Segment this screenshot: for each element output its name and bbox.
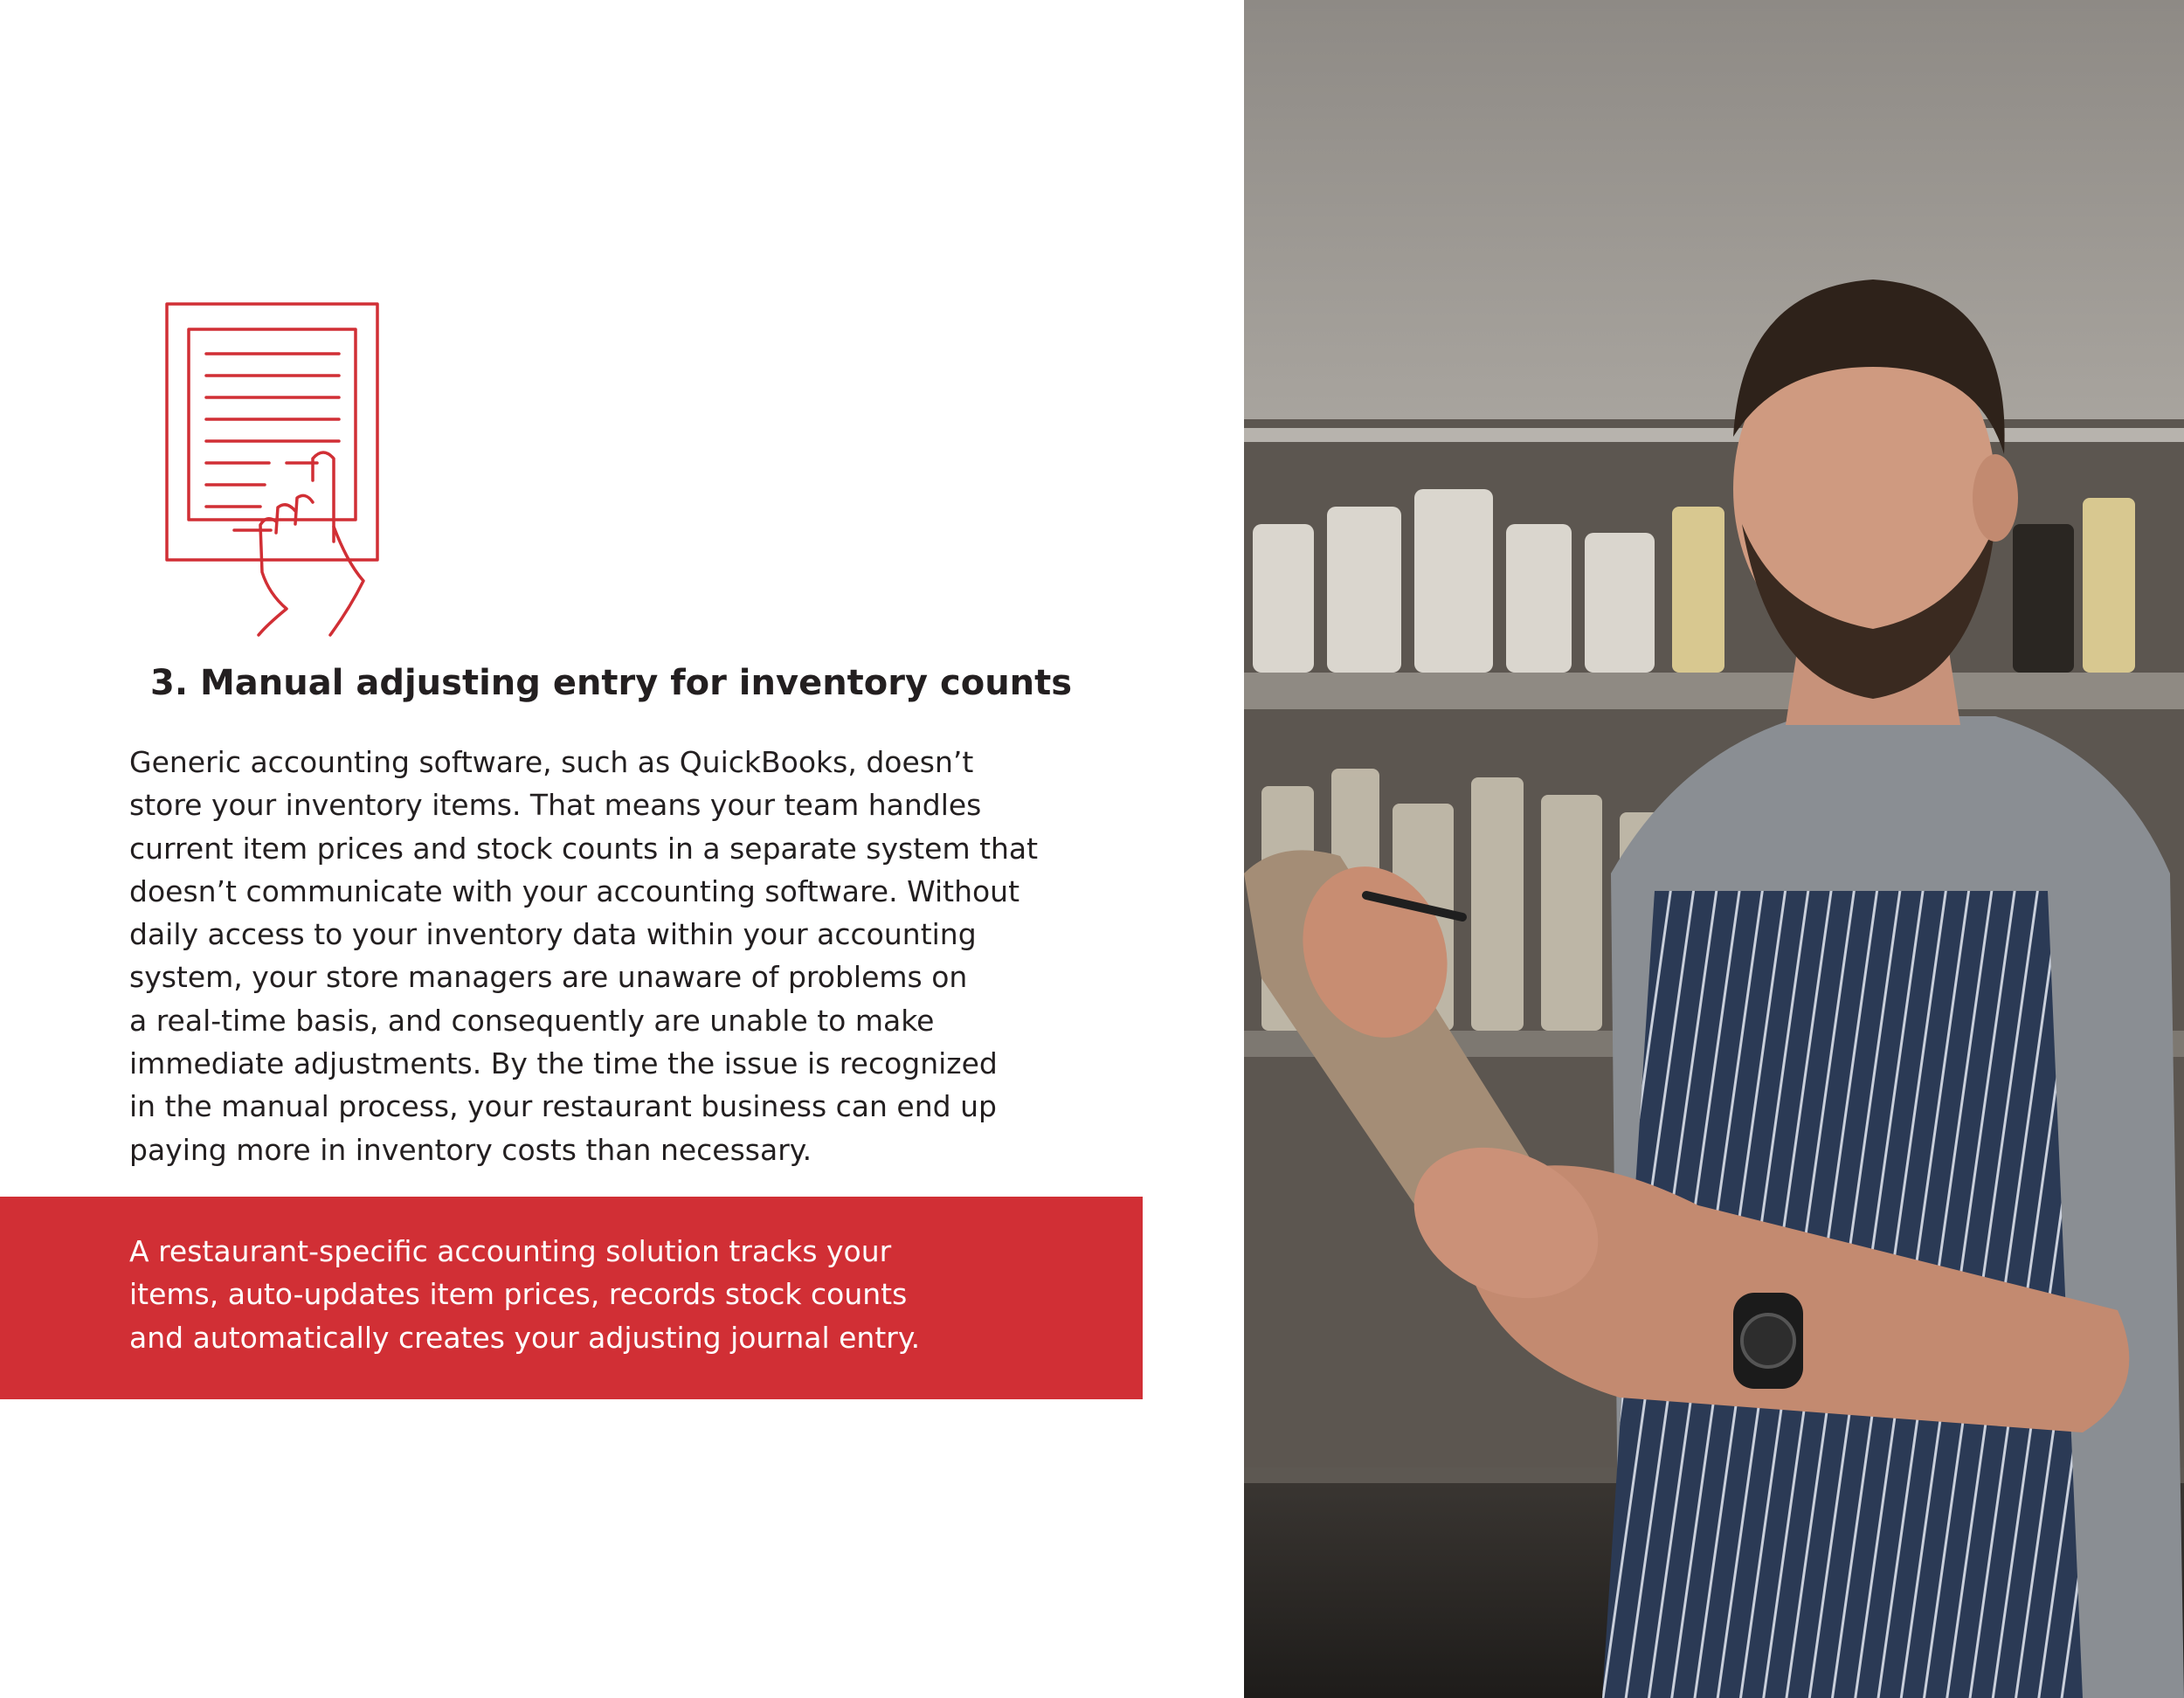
section-body (129, 741, 1178, 1171)
document-tap-icon (164, 301, 383, 638)
body-line: daily access to your inventory data within your accounting (129, 917, 977, 952)
section-heading: 3. Manual adjusting entry for inventory counts (150, 663, 1073, 703)
callout-line: and automatically creates your adjusting journal entry. (129, 1320, 921, 1355)
body-line: doesn’t communicate with your accounting software. Without (129, 873, 1020, 908)
body-line: Generic accounting software, such as QuickBooks, doesn’t (129, 745, 974, 779)
body-line: store your inventory items. That means your team handles (129, 788, 982, 823)
body-line: current item prices and stock counts in a separate system that (129, 831, 1039, 866)
callout-line: items, auto-updates item prices, records stock counts (129, 1277, 908, 1312)
callout-line: A restaurant-specific accounting solution tracks your (129, 1234, 892, 1268)
body-line: paying more in inventory costs than necessary. (129, 1132, 812, 1167)
body-line: immediate adjustments. By the time the issue is recognized (129, 1046, 998, 1081)
restaurant-worker-photo (1244, 0, 2184, 1698)
callout-text (129, 1230, 1125, 1359)
body-line: in the manual process, your restaurant business can end up (129, 1089, 997, 1124)
body-line: system, your store managers are unaware of problems on (129, 960, 968, 995)
body-line: a real-time basis, and consequently are unable to make (129, 1003, 935, 1038)
